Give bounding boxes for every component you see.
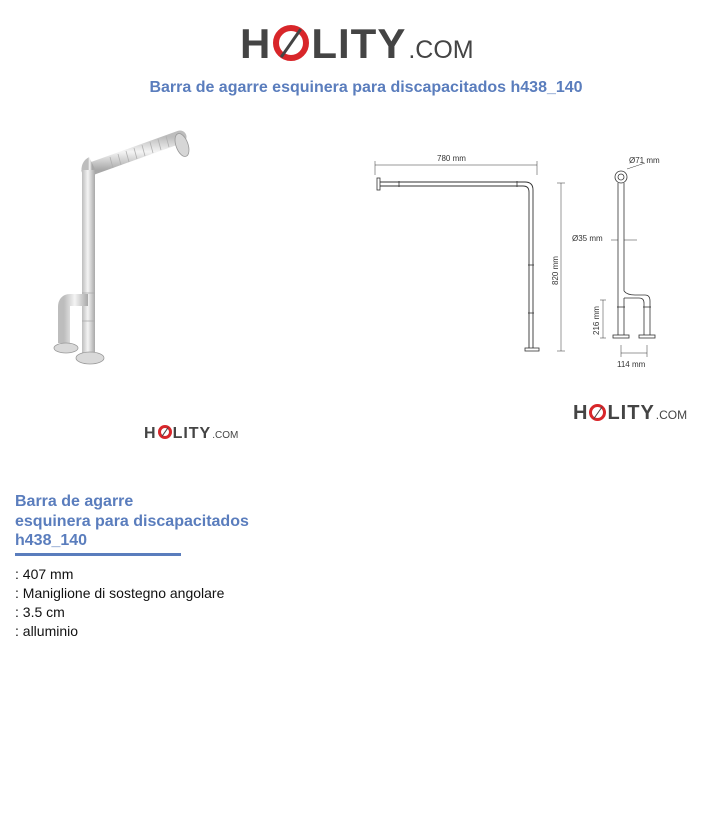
- dim-base-height-label: 216 mm: [592, 306, 601, 335]
- logo-letters: LITY: [172, 425, 212, 442]
- holity-logo-under-drawing[interactable]: [573, 402, 687, 425]
- logo-o-icon: [273, 25, 309, 61]
- side-view: [600, 163, 655, 357]
- spec-list: [15, 565, 224, 641]
- page-title: Barra de agarre esquinera para discapacitados h438_140: [149, 79, 583, 96]
- dim-flange-label: Ø71 mm: [629, 156, 660, 165]
- photo-floor-flange-right: [76, 352, 104, 364]
- spec-item: : 407 mm: [15, 566, 74, 582]
- spec-item: : alluminio: [15, 623, 79, 639]
- spec-item: : 3.5 cm: [15, 604, 65, 620]
- holity-logo-top[interactable]: [240, 20, 474, 68]
- logo-letter-h: H: [573, 402, 589, 424]
- front-view: [375, 161, 565, 351]
- logo-letters: LITY: [607, 402, 655, 424]
- technical-drawing: [365, 145, 685, 375]
- product-title-line-1: Barra de agarre: [15, 493, 134, 510]
- dim-width-label: 780 mm: [437, 154, 466, 163]
- title-underline: [15, 553, 181, 556]
- dim-tube-label: Ø35 mm: [572, 234, 603, 243]
- dim-base-width-label: 114 mm: [617, 360, 646, 369]
- product-title-line-3: h438_140: [15, 532, 88, 549]
- logo-com: .COM: [655, 408, 688, 422]
- logo-letter-h: H: [240, 20, 272, 67]
- holity-logo-under-photo[interactable]: [144, 424, 238, 443]
- logo-o-icon: [158, 425, 172, 439]
- dim-height-label: 820 mm: [551, 256, 560, 285]
- photo-vertical-post: [82, 170, 95, 355]
- product-photo: [40, 125, 210, 375]
- logo-letters: LITY: [311, 20, 407, 67]
- product-title-line-2: esquinera para discapacitados: [15, 512, 249, 530]
- photo-floor-flange-left: [54, 343, 78, 353]
- logo-com: .COM: [408, 36, 474, 64]
- logo-com: .COM: [212, 430, 239, 441]
- product-title: [15, 492, 249, 551]
- logo-letter-h: H: [144, 425, 157, 442]
- logo-o-icon: [589, 404, 606, 421]
- spec-item: : Maniglione di sostegno angolare: [15, 585, 225, 601]
- photo-top-bar: [88, 137, 180, 170]
